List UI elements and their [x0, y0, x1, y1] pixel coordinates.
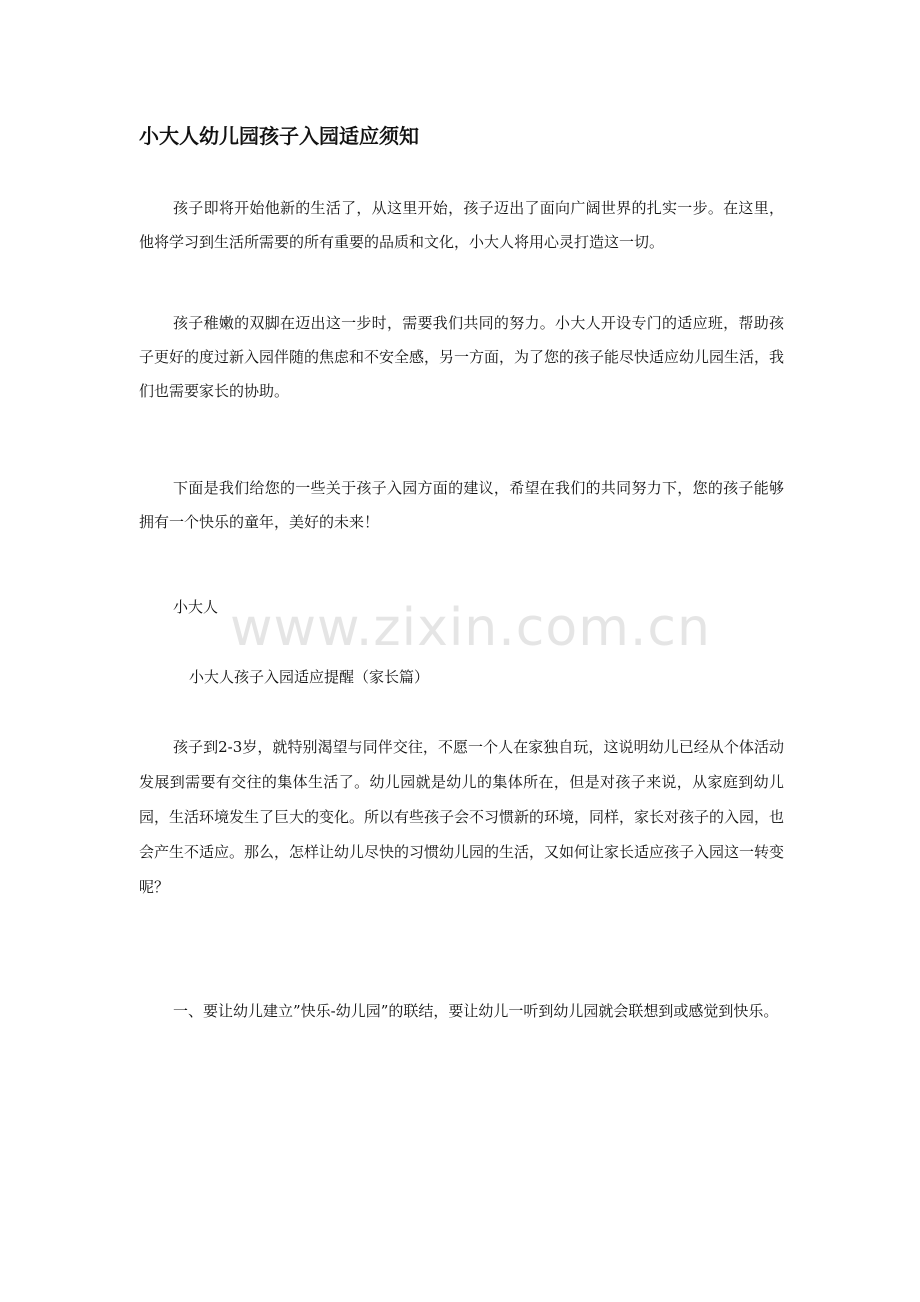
paragraph-point-one: 一、要让幼儿建立”快乐-幼儿园”的联结，要让幼儿一听到幼儿园就会联想到或感觉到快乐。 [173, 1002, 779, 1020]
paragraph-suggestions: 下面是我们给您的一些关于孩子入园方面的建议，希望在我们的共同努力下，您的孩子能够拥有一个快乐的童年，美好的未来！ [139, 479, 784, 531]
signature: 小大人 [173, 598, 219, 616]
section-subtitle: 小大人孩子入园适应提醒（家长篇） [189, 668, 430, 686]
document-title: 小大人幼儿园孩子入园适应须知 [139, 124, 419, 148]
paragraph-intro: 孩子即将开始他新的生活了，从这里开始，孩子迈出了面向广阔世界的扎实一步。在这里，他将学习到生活所需要的所有重要的品质和文化，小大人将用心灵打造这一切。 [139, 199, 784, 251]
paragraph-age-development: 孩子到2-3岁，就特别渴望与同伴交往，不愿一个人在家独自玩，这说明幼儿已经从个体活动发展到需要有交往的集体生活了。幼儿园就是幼儿的集体所在，但是对孩子来说，从家庭到幼儿园，生活环境发生了巨大的变化。所以有些孩子会不习惯新的环境，同样，家长对孩子的入园，也会产生不适应。那么，怎样让幼儿尽快的习惯幼儿园的生活，又如何让家长适应孩子入园这一转变呢？ [139, 738, 785, 896]
paragraph-adaptation-class: 孩子稚嫩的双脚在迈出这一步时，需要我们共同的努力。小大人开设专门的适应班，帮助孩子更好的度过新入园伴随的焦虑和不安全感，另一方面，为了您的孩子能尽快适应幼儿园生活，我们也需要家长的协助。 [139, 314, 785, 400]
watermark: www.zixin.com.cn [230, 598, 711, 658]
